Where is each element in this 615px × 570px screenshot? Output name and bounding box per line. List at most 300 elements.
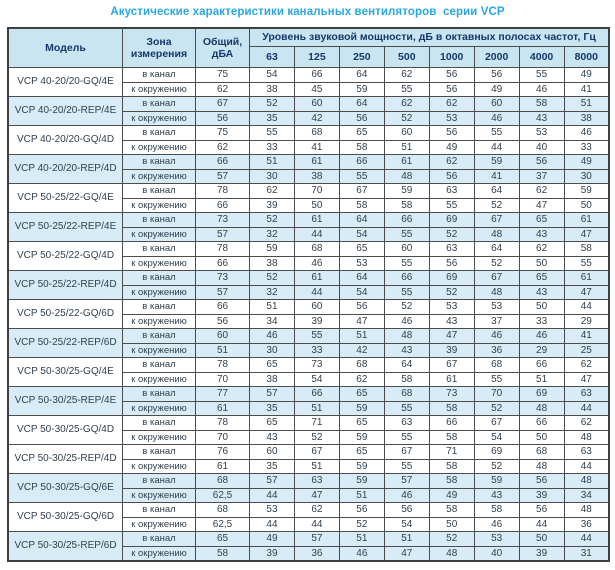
spl-value-cell: 34 — [564, 488, 609, 503]
table-row — [8, 97, 609, 112]
measurement-zone-cell: в канал — [123, 126, 196, 141]
spl-value-cell: 52 — [384, 300, 429, 315]
spl-value-cell: 47 — [564, 227, 609, 242]
spl-value-cell: 39 — [294, 314, 339, 329]
spl-value-cell: 68 — [474, 358, 519, 373]
column-header-zone: Зона измерения — [123, 28, 196, 68]
spl-value-cell: 64 — [339, 68, 384, 83]
spl-value-cell: 56 — [339, 111, 384, 126]
spl-value-cell: 46 — [519, 82, 564, 97]
total-dba-cell: 61 — [196, 401, 250, 416]
spl-value-cell: 59 — [474, 474, 519, 489]
total-dba-cell: 56 — [196, 111, 250, 126]
spl-value-cell: 43 — [519, 227, 564, 242]
spl-value-cell: 66 — [339, 155, 384, 170]
spl-value-cell: 59 — [339, 459, 384, 474]
spl-value-cell: 52 — [294, 430, 339, 445]
spl-value-cell: 55 — [384, 82, 429, 97]
total-dba-cell: 68 — [196, 474, 250, 489]
measurement-zone-cell: к окружению — [123, 227, 196, 242]
spl-value-cell: 60 — [294, 97, 339, 112]
spl-value-cell: 38 — [294, 169, 339, 184]
spl-value-cell: 67 — [339, 184, 384, 199]
spl-value-cell: 38 — [250, 82, 295, 97]
spl-value-cell: 67 — [429, 358, 474, 373]
total-dba-cell: 62,5 — [196, 517, 250, 532]
spl-value-cell: 44 — [294, 517, 339, 532]
spl-value-cell: 55 — [384, 459, 429, 474]
measurement-zone-cell: в канал — [123, 416, 196, 431]
spl-value-cell: 73 — [429, 387, 474, 402]
measurement-zone-cell: в канал — [123, 68, 196, 83]
spl-value-cell: 67 — [474, 271, 519, 286]
spl-value-cell: 58 — [429, 503, 474, 518]
spl-value-cell: 56 — [519, 155, 564, 170]
measurement-zone-cell: к окружению — [123, 401, 196, 416]
spl-value-cell: 61 — [294, 213, 339, 228]
spl-value-cell: 41 — [294, 140, 339, 155]
spl-value-cell: 57 — [250, 387, 295, 402]
table-row — [8, 155, 609, 170]
spl-value-cell: 49 — [564, 68, 609, 83]
spl-value-cell: 62 — [519, 184, 564, 199]
spl-value-cell: 33 — [294, 343, 339, 358]
spl-value-cell: 67 — [294, 445, 339, 460]
spl-value-cell: 51 — [339, 488, 384, 503]
spl-value-cell: 67 — [474, 416, 519, 431]
spl-value-cell: 56 — [519, 503, 564, 518]
spl-value-cell: 62 — [429, 155, 474, 170]
spl-value-cell: 48 — [474, 227, 519, 242]
spl-value-cell: 36 — [474, 343, 519, 358]
model-name-cell: VCP 50-30/25-GQ/4E — [8, 358, 123, 387]
spl-value-cell: 48 — [384, 329, 429, 344]
spl-value-cell: 55 — [384, 227, 429, 242]
total-dba-cell: 57 — [196, 285, 250, 300]
spl-value-cell: 25 — [564, 343, 609, 358]
measurement-zone-cell: к окружению — [123, 256, 196, 271]
spl-value-cell: 53 — [474, 300, 519, 315]
spl-value-cell: 63 — [564, 445, 609, 460]
spl-value-cell: 44 — [474, 140, 519, 155]
spl-value-cell: 64 — [474, 184, 519, 199]
spl-value-cell: 54 — [294, 372, 339, 387]
spl-value-cell: 60 — [384, 242, 429, 257]
spl-value-cell: 48 — [564, 430, 609, 445]
spl-value-cell: 67 — [474, 213, 519, 228]
measurement-zone-cell: к окружению — [123, 517, 196, 532]
spl-value-cell: 52 — [474, 459, 519, 474]
spl-value-cell: 69 — [429, 271, 474, 286]
table-row — [8, 329, 609, 344]
spl-value-cell: 36 — [294, 546, 339, 561]
model-name-cell: VCP 40-20/20-GQ/4D — [8, 126, 123, 155]
measurement-zone-cell: в канал — [123, 329, 196, 344]
spl-value-cell: 43 — [519, 285, 564, 300]
spl-value-cell: 56 — [429, 169, 474, 184]
spl-value-cell: 53 — [429, 111, 474, 126]
model-name-cell: VCP 50-30/25-GQ/6E — [8, 474, 123, 503]
column-header-frequency: 63 — [250, 47, 295, 68]
spl-value-cell: 60 — [250, 445, 295, 460]
total-dba-cell: 66 — [196, 155, 250, 170]
table-row — [8, 184, 609, 199]
total-dba-cell: 68 — [196, 503, 250, 518]
spl-value-cell: 55 — [474, 126, 519, 141]
spl-value-cell: 68 — [339, 358, 384, 373]
table-row — [8, 68, 609, 83]
spl-value-cell: 58 — [519, 97, 564, 112]
measurement-zone-cell: к окружению — [123, 430, 196, 445]
header-row-main — [8, 28, 609, 47]
spl-value-cell: 58 — [384, 372, 429, 387]
model-name-cell: VCP 50-25/22-REP/4E — [8, 213, 123, 242]
spl-value-cell: 56 — [429, 82, 474, 97]
spl-value-cell: 52 — [474, 256, 519, 271]
spl-value-cell: 47 — [294, 488, 339, 503]
spl-value-cell: 47 — [429, 329, 474, 344]
spl-value-cell: 64 — [339, 271, 384, 286]
total-dba-cell: 57 — [196, 169, 250, 184]
spl-value-cell: 70 — [294, 184, 339, 199]
spl-value-cell: 52 — [474, 198, 519, 213]
spl-value-cell: 37 — [474, 314, 519, 329]
total-dba-cell: 61 — [196, 459, 250, 474]
spl-value-cell: 52 — [250, 271, 295, 286]
spl-value-cell: 46 — [250, 329, 295, 344]
spl-value-cell: 39 — [519, 488, 564, 503]
spl-value-cell: 54 — [474, 430, 519, 445]
column-header-frequency: 125 — [294, 47, 339, 68]
measurement-zone-cell: к окружению — [123, 488, 196, 503]
spl-value-cell: 52 — [250, 97, 295, 112]
total-dba-cell: 70 — [196, 430, 250, 445]
spl-value-cell: 58 — [474, 503, 519, 518]
spl-value-cell: 65 — [339, 416, 384, 431]
spl-value-cell: 56 — [429, 126, 474, 141]
total-dba-cell: 76 — [196, 445, 250, 460]
spl-value-cell: 65 — [339, 242, 384, 257]
table-row — [8, 503, 609, 518]
measurement-zone-cell: в канал — [123, 271, 196, 286]
measurement-zone-cell: в канал — [123, 242, 196, 257]
measurement-zone-cell: к окружению — [123, 546, 196, 561]
measurement-zone-cell: к окружению — [123, 82, 196, 97]
spl-value-cell: 33 — [519, 314, 564, 329]
spl-value-cell: 48 — [429, 546, 474, 561]
spl-value-cell: 61 — [564, 271, 609, 286]
spl-value-cell: 55 — [564, 256, 609, 271]
spl-value-cell: 66 — [519, 416, 564, 431]
spl-value-cell: 57 — [250, 474, 295, 489]
model-name-cell: VCP 50-25/22-GQ/4E — [8, 184, 123, 213]
measurement-zone-cell: к окружению — [123, 372, 196, 387]
total-dba-cell: 77 — [196, 387, 250, 402]
spl-value-cell: 44 — [250, 488, 295, 503]
spl-value-cell: 61 — [564, 213, 609, 228]
total-dba-cell: 66 — [196, 256, 250, 271]
spl-value-cell: 61 — [294, 271, 339, 286]
spl-value-cell: 58 — [429, 459, 474, 474]
spl-value-cell: 48 — [564, 474, 609, 489]
spl-value-cell: 59 — [250, 242, 295, 257]
spl-value-cell: 49 — [474, 82, 519, 97]
measurement-zone-cell: к окружению — [123, 198, 196, 213]
spl-value-cell: 53 — [519, 126, 564, 141]
spl-value-cell: 55 — [429, 198, 474, 213]
spl-value-cell: 43 — [519, 111, 564, 126]
spl-value-cell: 40 — [474, 546, 519, 561]
total-dba-cell: 78 — [196, 184, 250, 199]
spl-value-cell: 46 — [564, 126, 609, 141]
spl-value-cell: 64 — [339, 97, 384, 112]
spl-value-cell: 42 — [294, 111, 339, 126]
table-row — [8, 358, 609, 373]
spl-value-cell: 44 — [294, 227, 339, 242]
spl-value-cell: 58 — [429, 401, 474, 416]
spl-value-cell: 41 — [564, 329, 609, 344]
spl-value-cell: 53 — [429, 300, 474, 315]
spl-value-cell: 71 — [294, 416, 339, 431]
total-dba-cell: 62 — [196, 82, 250, 97]
spl-value-cell: 62 — [384, 97, 429, 112]
spl-value-cell: 46 — [294, 256, 339, 271]
spl-value-cell: 56 — [429, 68, 474, 83]
spl-value-cell: 65 — [250, 416, 295, 431]
spl-value-cell: 62 — [294, 503, 339, 518]
spl-value-cell: 43 — [429, 314, 474, 329]
spl-value-cell: 69 — [519, 387, 564, 402]
spl-value-cell: 66 — [294, 68, 339, 83]
spl-value-cell: 49 — [429, 488, 474, 503]
spl-value-cell: 47 — [384, 546, 429, 561]
spl-value-cell: 44 — [294, 285, 339, 300]
spl-value-cell: 69 — [429, 213, 474, 228]
spl-value-cell: 57 — [384, 474, 429, 489]
spl-value-cell: 51 — [519, 372, 564, 387]
total-dba-cell: 67 — [196, 97, 250, 112]
spl-value-cell: 54 — [384, 517, 429, 532]
spl-value-cell: 58 — [384, 198, 429, 213]
total-dba-cell: 73 — [196, 271, 250, 286]
spl-value-cell: 43 — [384, 343, 429, 358]
measurement-zone-cell: в канал — [123, 387, 196, 402]
spl-value-cell: 54 — [339, 227, 384, 242]
spl-value-cell: 33 — [250, 140, 295, 155]
total-dba-cell: 51 — [196, 343, 250, 358]
column-header-sound-power-level: Уровень звуковой мощности, дБ в октавных полосах частот, Гц — [250, 28, 610, 47]
table-header — [8, 28, 609, 68]
measurement-zone-cell: в канал — [123, 97, 196, 112]
spl-value-cell: 35 — [250, 401, 295, 416]
spl-value-cell: 63 — [294, 474, 339, 489]
spl-value-cell: 39 — [519, 546, 564, 561]
table-row — [8, 300, 609, 315]
model-name-cell: VCP 50-30/25-REP/4E — [8, 387, 123, 416]
spl-value-cell: 47 — [519, 198, 564, 213]
model-name-cell: VCP 50-25/22-GQ/4D — [8, 242, 123, 271]
total-dba-cell: 60 — [196, 329, 250, 344]
spl-value-cell: 65 — [519, 271, 564, 286]
spl-value-cell: 59 — [474, 155, 519, 170]
spl-value-cell: 46 — [519, 329, 564, 344]
spl-value-cell: 62 — [429, 97, 474, 112]
spl-value-cell: 59 — [339, 82, 384, 97]
spl-value-cell: 62 — [250, 184, 295, 199]
spl-value-cell: 64 — [474, 242, 519, 257]
spl-value-cell: 33 — [564, 140, 609, 155]
spl-value-cell: 52 — [384, 111, 429, 126]
spl-value-cell: 66 — [429, 416, 474, 431]
spl-value-cell: 51 — [294, 459, 339, 474]
spl-value-cell: 47 — [564, 285, 609, 300]
spl-value-cell: 50 — [294, 198, 339, 213]
spl-value-cell: 62 — [564, 358, 609, 373]
spl-value-cell: 46 — [474, 517, 519, 532]
measurement-zone-cell: в канал — [123, 474, 196, 489]
total-dba-cell: 58 — [196, 546, 250, 561]
spl-value-cell: 52 — [474, 401, 519, 416]
measurement-zone-cell: к окружению — [123, 169, 196, 184]
spl-value-cell: 50 — [564, 198, 609, 213]
spl-value-cell: 61 — [294, 155, 339, 170]
spl-value-cell: 29 — [519, 343, 564, 358]
spl-value-cell: 36 — [564, 517, 609, 532]
spl-value-cell: 64 — [384, 358, 429, 373]
total-dba-cell: 73 — [196, 213, 250, 228]
total-dba-cell: 62 — [196, 140, 250, 155]
table-row — [8, 213, 609, 228]
spl-value-cell: 54 — [250, 68, 295, 83]
spl-value-cell: 53 — [474, 532, 519, 547]
spl-value-cell: 50 — [519, 430, 564, 445]
spl-value-cell: 43 — [474, 488, 519, 503]
spl-value-cell: 48 — [384, 169, 429, 184]
measurement-zone-cell: к окружению — [123, 314, 196, 329]
spl-value-cell: 41 — [474, 169, 519, 184]
measurement-zone-cell: в канал — [123, 300, 196, 315]
column-header-frequency: 2000 — [474, 47, 519, 68]
spl-value-cell: 44 — [564, 532, 609, 547]
measurement-zone-cell: к окружению — [123, 343, 196, 358]
total-dba-cell: 66 — [196, 300, 250, 315]
spl-value-cell: 56 — [339, 503, 384, 518]
table-row — [8, 387, 609, 402]
page-title: Акустические характеристики канальных вентиляторов серии VCP — [110, 6, 505, 18]
column-header-frequency: 250 — [339, 47, 384, 68]
spl-value-cell: 41 — [564, 82, 609, 97]
spl-value-cell: 68 — [519, 445, 564, 460]
spl-value-cell: 34 — [250, 314, 295, 329]
spl-value-cell: 60 — [474, 97, 519, 112]
spl-value-cell: 51 — [250, 300, 295, 315]
table-row — [8, 126, 609, 141]
spl-value-cell: 44 — [519, 517, 564, 532]
measurement-zone-cell: в канал — [123, 358, 196, 373]
model-name-cell: VCP 50-25/22-GQ/6D — [8, 300, 123, 329]
spl-value-cell: 30 — [250, 169, 295, 184]
spl-value-cell: 49 — [429, 140, 474, 155]
spl-value-cell: 55 — [294, 329, 339, 344]
spl-value-cell: 58 — [339, 140, 384, 155]
spl-value-cell: 55 — [384, 430, 429, 445]
spl-value-cell: 60 — [384, 126, 429, 141]
spl-value-cell: 59 — [384, 184, 429, 199]
spl-value-cell: 50 — [519, 256, 564, 271]
column-header-frequency: 8000 — [564, 47, 609, 68]
total-dba-cell: 75 — [196, 126, 250, 141]
spl-value-cell: 68 — [384, 387, 429, 402]
spl-value-cell: 50 — [519, 532, 564, 547]
spl-value-cell: 50 — [519, 300, 564, 315]
measurement-zone-cell: в канал — [123, 445, 196, 460]
spl-value-cell: 59 — [564, 184, 609, 199]
table-row — [8, 416, 609, 431]
spl-value-cell: 50 — [429, 517, 474, 532]
total-dba-cell: 78 — [196, 242, 250, 257]
spl-value-cell: 38 — [250, 372, 295, 387]
spl-value-cell: 38 — [250, 256, 295, 271]
measurement-zone-cell: в канал — [123, 213, 196, 228]
table-row — [8, 532, 609, 547]
spl-value-cell: 58 — [429, 430, 474, 445]
spl-value-cell: 46 — [384, 314, 429, 329]
spl-value-cell: 55 — [250, 126, 295, 141]
model-name-cell: VCP 50-30/25-REP/6D — [8, 532, 123, 562]
spl-value-cell: 32 — [250, 227, 295, 242]
spl-value-cell: 70 — [474, 387, 519, 402]
spl-value-cell: 52 — [429, 285, 474, 300]
spl-value-cell: 58 — [564, 242, 609, 257]
spl-value-cell: 54 — [339, 285, 384, 300]
spl-value-cell: 56 — [384, 503, 429, 518]
spl-value-cell: 48 — [564, 503, 609, 518]
model-name-cell: VCP 40-20/20-REP/4E — [8, 97, 123, 126]
spl-value-cell: 44 — [564, 300, 609, 315]
spl-value-cell: 59 — [339, 430, 384, 445]
spl-value-cell: 47 — [339, 314, 384, 329]
spl-value-cell: 61 — [384, 155, 429, 170]
model-name-cell: VCP 50-25/22-REP/4D — [8, 271, 123, 300]
spl-value-cell: 68 — [294, 242, 339, 257]
spl-value-cell: 66 — [384, 213, 429, 228]
spl-value-cell: 62 — [564, 416, 609, 431]
spl-value-cell: 55 — [384, 256, 429, 271]
spl-value-cell: 63 — [384, 416, 429, 431]
spl-value-cell: 63 — [564, 387, 609, 402]
measurement-zone-cell: к окружению — [123, 285, 196, 300]
spl-value-cell: 66 — [294, 387, 339, 402]
spl-value-cell: 66 — [384, 271, 429, 286]
table-body — [8, 68, 609, 562]
spl-value-cell: 57 — [294, 532, 339, 547]
spl-value-cell: 68 — [294, 126, 339, 141]
spl-value-cell: 65 — [339, 387, 384, 402]
spl-value-cell: 44 — [250, 517, 295, 532]
spl-value-cell: 63 — [429, 184, 474, 199]
spl-value-cell: 48 — [519, 401, 564, 416]
total-dba-cell: 75 — [196, 68, 250, 83]
spl-value-cell: 35 — [250, 111, 295, 126]
total-dba-cell: 56 — [196, 314, 250, 329]
measurement-zone-cell: к окружению — [123, 140, 196, 155]
spl-value-cell: 56 — [429, 256, 474, 271]
model-name-cell: VCP 50-30/25-REP/4D — [8, 445, 123, 474]
spl-value-cell: 35 — [250, 459, 295, 474]
spl-value-cell: 69 — [474, 445, 519, 460]
spl-value-cell: 29 — [564, 314, 609, 329]
column-header-frequency: 4000 — [519, 47, 564, 68]
